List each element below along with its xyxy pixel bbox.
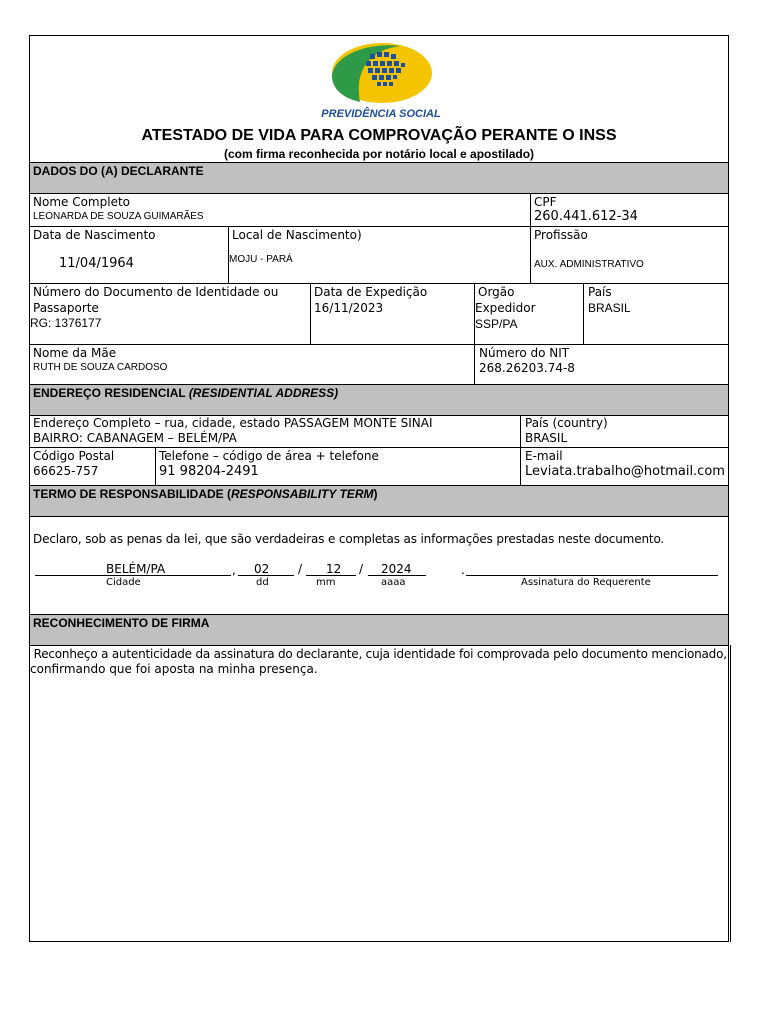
rule [520,415,521,485]
section-title-declarante: DADOS DO (A) DECLARANTE [33,164,204,178]
assinatura-label: Assinatura do Requerente [521,577,651,588]
section-title-endereco-text: ENDEREÇO RESIDENCIAL [33,386,189,400]
rule [730,645,731,942]
page-title: ATESTADO DE VIDA PARA COMPROVAÇÃO PERANTE O INSS [141,127,617,144]
section-title-firma: RECONHECIMENTO DE FIRMA [33,616,210,630]
mes-label: mm [316,577,336,588]
telefone-label: Telefone – código de área + telefone [159,449,379,463]
cpf-value: 260.441.612-34 [534,209,638,224]
cep-label: Código Postal [33,449,115,463]
declaracao-text: Declaro, sob as penas da lei, que são verdadeiras e completas as informações prestadas neste documento. [33,532,665,546]
endereco-pais-value: BRASIL [525,431,568,445]
section-title-termo-italic: RESPONSABILITY TERM [231,487,374,501]
firma-text-cont: confirmando que foi aposta na minha presença. [30,662,318,676]
section-title-termo-text: TERMO DE RESPONSABILIDADE ( [33,487,232,501]
mae-value: RUTH DE SOUZA CARDOSO [33,362,168,373]
comma-sep: , [232,563,236,577]
profissao-label: Profissão [534,228,588,242]
nit-label: Número do NIT [479,346,570,360]
firma-text: Reconheço a autenticidade da assinatura do declarante, cuja identidade foi comprovada pelo documento mencionado, [30,647,727,661]
documento-value: RG: 1376177 [30,316,102,330]
nascimento-label: Data de Nascimento [33,228,156,242]
section-title-endereco [33,386,338,400]
endereco-label: Endereço Completo – rua, cidade, estado PASSAGEM MONTE SINAI [33,416,433,430]
nascimento-value: 11/04/1964 [59,256,134,271]
email-value: Leviata.trabalho@hotmail.com [525,464,725,479]
ano-value: 2024 [381,562,412,576]
mes-value: 12 [326,562,342,576]
logo-text: PREVIDÊNCIA SOCIAL [321,108,441,120]
rule [29,226,729,227]
telefone-value: 91 98204-2491 [159,464,259,479]
pais-label: País [588,285,612,299]
rule [29,645,729,646]
ano-label: aaaa [381,577,406,588]
rule [29,485,729,486]
rule [29,162,729,163]
expedicao-value: 16/11/2023 [314,301,384,315]
section-title-endereco-italic: (RESIDENTIAL ADDRESS) [188,386,339,400]
email-label: E-mail [525,449,563,463]
local-value: MOJU - PARÁ [229,254,293,265]
dot-sep: . [461,563,465,577]
rule [530,193,531,283]
section-title-termo-end: ) [373,487,378,501]
documento-label-cont: Passaporte [33,301,99,315]
rule [474,283,475,384]
expedicao-label: Data de Expedição [314,285,428,299]
rule [29,193,729,194]
documento-label: Número do Documento de Identidade ou [33,285,279,299]
rule [29,344,729,345]
dia-label: dd [256,577,269,588]
nome-label: Nome Completo [33,195,130,209]
assinatura-line [466,575,718,576]
orgao-label-cont: Expedidor [475,301,536,315]
slash-sep-2: / [359,562,364,576]
rule [155,447,156,485]
cep-value: 66625-757 [33,464,99,478]
dia-value: 02 [254,562,270,576]
cidade-label: Cidade [106,577,141,588]
cpf-label: CPF [534,195,557,209]
section-title-termo [33,487,377,501]
nit-value: 268.26203.74-8 [479,361,575,375]
profissao-value: AUX. ADMINISTRATIVO [534,259,644,270]
orgao-value: SSP/PA [475,317,518,331]
endereco-pais-label: País (country) [525,416,608,430]
rule [583,283,584,344]
pais-value: BRASIL [588,301,631,315]
rule [29,516,729,517]
local-label: Local de Nascimento) [232,228,362,242]
rule [310,283,311,344]
endereco-value: BAIRRO: CABANAGEM – BELÉM/PA [33,431,237,445]
rule [29,614,729,615]
page-subtitle: (com firma reconhecida por notário local e apostilado) [223,147,535,161]
rule [29,447,729,448]
rule [29,283,729,284]
mae-label: Nome da Mãe [33,346,117,360]
slash-sep-1: / [298,562,303,576]
rule [29,384,729,385]
nome-value: LEONARDA DE SOUZA GUIMARÃES [33,211,204,222]
orgao-label: Orgão [478,285,515,299]
cidade-value: BELÉM/PA [106,562,166,576]
